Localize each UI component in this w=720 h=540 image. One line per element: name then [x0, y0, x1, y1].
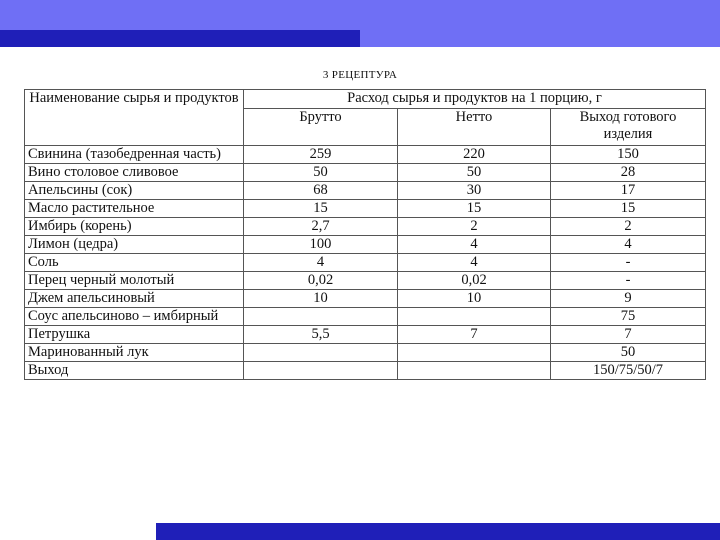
slide-top-accent-bar	[0, 30, 360, 47]
cell-output: 28	[551, 164, 706, 182]
cell-name: Соль	[25, 254, 244, 272]
table-row	[25, 326, 706, 344]
recipe-table	[24, 89, 706, 380]
cell-brutto: 0,02	[244, 272, 398, 290]
header-output: Выход готового изделия	[551, 109, 706, 146]
cell-output: 150/75/50/7	[551, 362, 706, 380]
document-title: 3 РЕЦЕПТУРА	[322, 69, 398, 81]
cell-brutto	[244, 344, 398, 362]
cell-brutto: 4	[244, 254, 398, 272]
cell-netto	[398, 344, 551, 362]
cell-output: 17	[551, 182, 706, 200]
cell-netto	[398, 308, 551, 326]
cell-netto: 220	[398, 146, 551, 164]
cell-name: Вино столовое сливовое	[25, 164, 244, 182]
cell-brutto: 259	[244, 146, 398, 164]
table-row	[25, 344, 706, 362]
cell-brutto: 15	[244, 200, 398, 218]
cell-output: 15	[551, 200, 706, 218]
header-name: Наименование сырья и продуктов	[25, 90, 244, 146]
header-netto: Нетто	[398, 109, 551, 146]
table-row	[25, 182, 706, 200]
cell-netto: 30	[398, 182, 551, 200]
cell-name: Апельсины (сок)	[25, 182, 244, 200]
table-row	[25, 146, 706, 164]
cell-name: Имбирь (корень)	[25, 218, 244, 236]
cell-name: Лимон (цедра)	[25, 236, 244, 254]
header-group: Расход сырья и продуктов на 1 порцию, г	[244, 90, 706, 109]
cell-name: Соус апельсиново – имбирный	[25, 308, 244, 326]
cell-brutto: 5,5	[244, 326, 398, 344]
table-row	[25, 200, 706, 218]
cell-output: 75	[551, 308, 706, 326]
cell-output: 2	[551, 218, 706, 236]
cell-netto: 10	[398, 290, 551, 308]
cell-name: Выход	[25, 362, 244, 380]
table-row	[25, 272, 706, 290]
cell-brutto: 10	[244, 290, 398, 308]
cell-netto: 50	[398, 164, 551, 182]
table-row	[25, 254, 706, 272]
table-row	[25, 308, 706, 326]
cell-output: 50	[551, 344, 706, 362]
slide-bottom-accent-bar	[156, 523, 720, 540]
cell-output: 9	[551, 290, 706, 308]
cell-netto	[398, 362, 551, 380]
cell-netto: 4	[398, 254, 551, 272]
cell-output: -	[551, 254, 706, 272]
cell-brutto: 68	[244, 182, 398, 200]
cell-output: 7	[551, 326, 706, 344]
cell-brutto	[244, 362, 398, 380]
cell-name: Джем апельсиновый	[25, 290, 244, 308]
cell-netto: 7	[398, 326, 551, 344]
cell-name: Перец черный молотый	[25, 272, 244, 290]
cell-name: Масло растительное	[25, 200, 244, 218]
cell-netto: 0,02	[398, 272, 551, 290]
table-row	[25, 290, 706, 308]
table-row	[25, 218, 706, 236]
table-row	[25, 236, 706, 254]
cell-name: Маринованный лук	[25, 344, 244, 362]
header-brutto: Брутто	[244, 109, 398, 146]
cell-brutto: 2,7	[244, 218, 398, 236]
cell-netto: 15	[398, 200, 551, 218]
cell-brutto: 50	[244, 164, 398, 182]
cell-name: Свинина (тазобедренная часть)	[25, 146, 244, 164]
cell-output: -	[551, 272, 706, 290]
table-row	[25, 164, 706, 182]
cell-brutto	[244, 308, 398, 326]
cell-brutto: 100	[244, 236, 398, 254]
table-row	[25, 362, 706, 380]
cell-output: 4	[551, 236, 706, 254]
cell-name: Петрушка	[25, 326, 244, 344]
cell-output: 150	[551, 146, 706, 164]
cell-netto: 4	[398, 236, 551, 254]
cell-netto: 2	[398, 218, 551, 236]
